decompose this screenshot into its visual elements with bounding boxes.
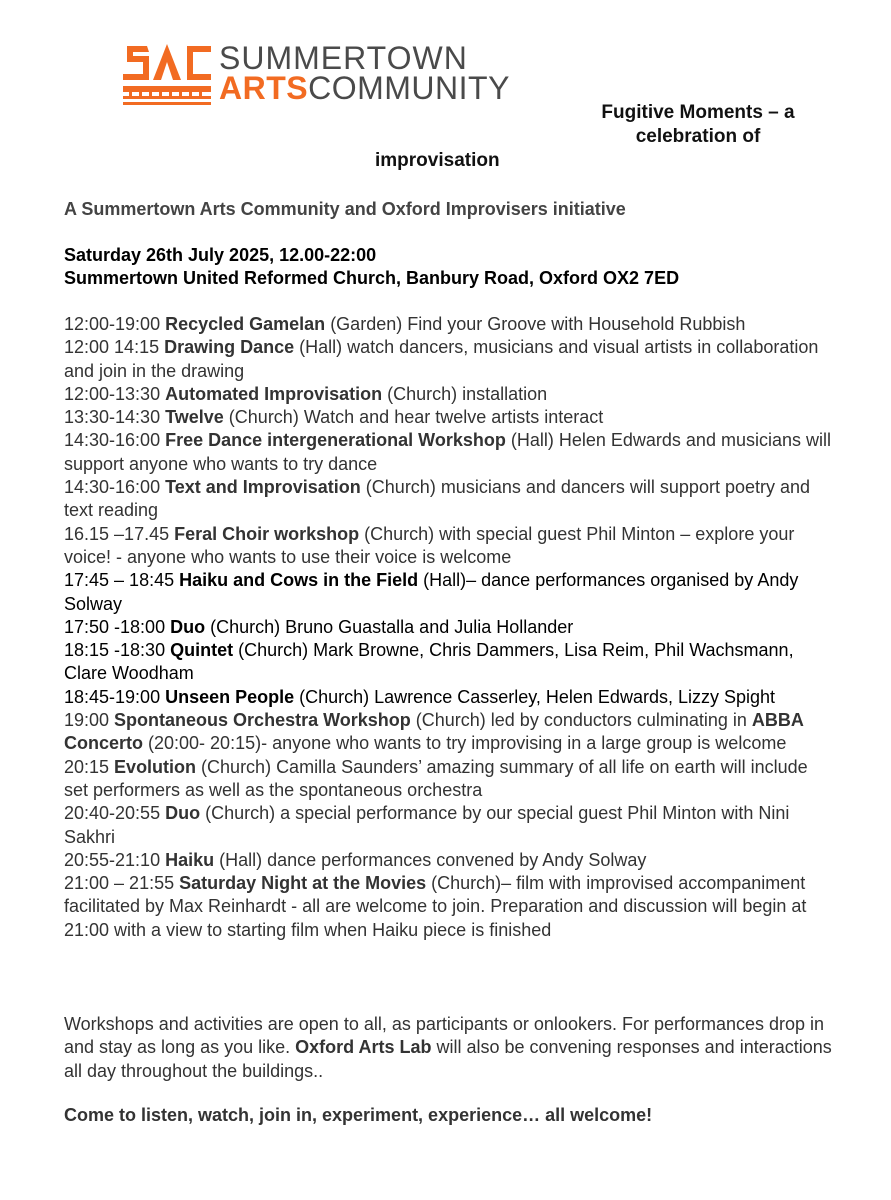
schedule-item: 17:45 – 18:45 Haiku and Cows in the Field (Hall)– dance performances organised by Andy Solway: [64, 570, 799, 614]
logo-line-arts-community: [219, 72, 510, 104]
logo-arts: ARTS: [219, 70, 309, 106]
schedule-item: 17:50 -18:00 Duo (Church) Bruno Guastalla and Julia Hollander: [64, 616, 574, 637]
schedule-item: 12:00 14:15 Drawing Dance (Hall) watch dancers, musicians and visual artists in collaboration and join in the drawing: [64, 337, 819, 381]
title-line-2: improvisation: [375, 150, 500, 171]
schedule-item: 18:15 -18:30 Quintet (Church) Mark Browne, Chris Dammers, Lisa Reim, Phil Wachsmann, Clare Woodham: [64, 640, 794, 684]
subtitle: A Summertown Arts Community and Oxford Improvisers initiative: [64, 199, 626, 219]
schedule-item: 20:40-20:55 Duo (Church) a special performance by our special guest Phil Minton with Nini Sakhri: [64, 803, 790, 847]
schedule-item: 14:30-16:00 Text and Improvisation (Church) musicians and dancers will support poetry and text reading: [64, 477, 811, 521]
schedule-item: 16.15 –17.45 Feral Choir workshop (Church) with special guest Phil Minton – explore your voice! - anyone who wants to use their voice is welcome: [64, 523, 795, 567]
schedule-item: 13:30-14:30 Twelve (Church) Watch and hear twelve artists interact: [64, 407, 604, 428]
event-details: [64, 244, 679, 290]
logo-community: COMMUNITY: [308, 70, 510, 106]
footer-paragraph: Workshops and activities are open to all, as participants or onlookers. For performances drop in and stay as long as you like. Oxford Arts Lab will also be convening responses and interactions all day throughout the buildings..: [64, 1014, 832, 1081]
oxford-arts-lab: Oxford Arts Lab: [295, 1037, 432, 1058]
sac-logo: [121, 40, 510, 106]
schedule-item: 21:00 – 21:55 Saturday Night at the Movies (Church)– film with improvised accompaniment facilitated by Max Reinhardt - all are welcome to join. Preparation and discussion will begin at 21:00 with a view to starting film when Haiku piece is finished: [64, 873, 807, 940]
event-date: Saturday 26th July 2025, 12.00-22:00: [64, 245, 377, 265]
logo-line-summertown: SUMMERTOWN: [219, 40, 468, 76]
title-line-1: Fugitive Moments – a celebration of: [601, 102, 795, 147]
closing-line: Come to listen, watch, join in, experiment, experience… all welcome!: [64, 1105, 653, 1125]
schedule-item: 18:45-19:00 Unseen People (Church) Lawrence Casserley, Helen Edwards, Lizzy Spight: [64, 686, 776, 707]
schedule-item: 12:00-13:30 Automated Improvisation (Church) installation: [64, 383, 548, 404]
schedule-item: 14:30-16:00 Free Dance intergenerational Workshop (Hall) Helen Edwards and musicians will support anyone who wants to try dance: [64, 430, 831, 474]
schedule-item: 20:55-21:10 Haiku (Hall) dance performances convened by Andy Solway: [64, 849, 647, 870]
schedule: [64, 313, 834, 942]
schedule-item: 12:00-19:00 Recycled Gamelan (Garden) Find your Groove with Household Rubbish: [64, 314, 746, 334]
sac-logo-mark: [121, 40, 213, 106]
schedule-item: 20:15 Evolution (Church) Camilla Saunders’ amazing summary of all life on earth will include set performers as well as the spontaneous orchestra: [64, 756, 808, 800]
schedule-item: 19:00 Spontaneous Orchestra Workshop (Church) led by conductors culminating in ABBA Concerto (20:00- 20:15)- anyone who wants to try improvising in a large group is welcome: [64, 710, 804, 754]
event-venue: Summertown United Reformed Church, Banbury Road, Oxford OX2 7ED: [64, 268, 680, 288]
